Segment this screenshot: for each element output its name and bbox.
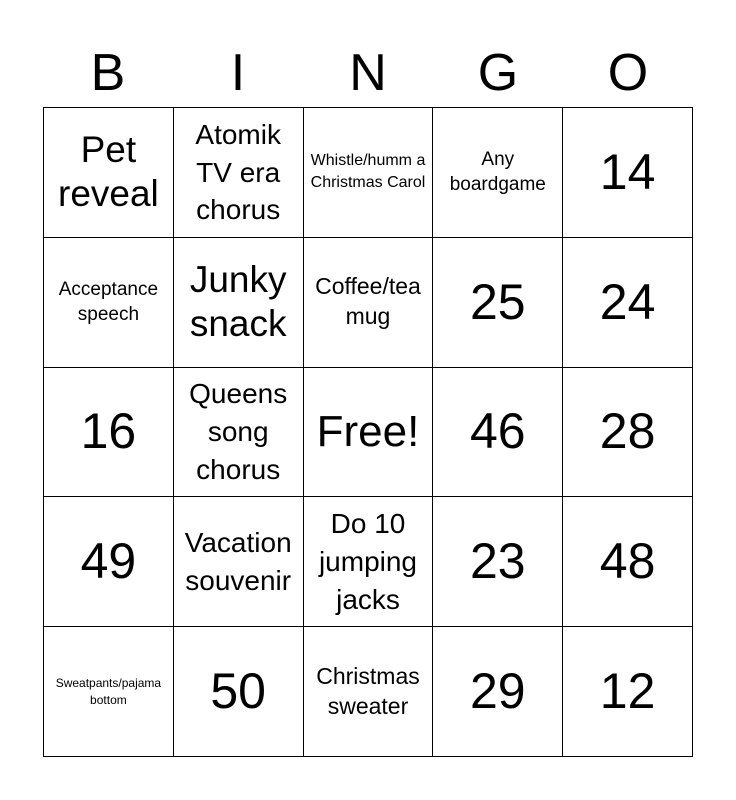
bingo-cell[interactable] <box>304 497 434 627</box>
bingo-cell[interactable] <box>174 497 304 627</box>
bingo-cell[interactable] <box>433 108 563 238</box>
header-letter-i: I <box>230 44 246 102</box>
cell-text: Whistle/humm a Christmas Carol <box>310 152 426 192</box>
bingo-cell[interactable] <box>563 497 693 627</box>
bingo-cell[interactable] <box>304 627 434 757</box>
bingo-cell[interactable] <box>174 238 304 368</box>
bingo-grid <box>43 107 693 757</box>
bingo-cell[interactable] <box>44 238 174 368</box>
bingo-cell[interactable] <box>433 238 563 368</box>
bingo-cell[interactable] <box>433 627 563 757</box>
cell-text: 24 <box>599 273 656 330</box>
bingo-cell[interactable] <box>174 368 304 498</box>
cell-text: Junky snack <box>189 258 287 345</box>
bingo-cell[interactable] <box>563 627 693 757</box>
cell-text: Pet reveal <box>58 129 159 215</box>
bingo-cell[interactable] <box>433 368 563 498</box>
bingo-cell[interactable] <box>304 238 434 368</box>
bingo-cell[interactable] <box>44 368 174 498</box>
bingo-cell-free[interactable] <box>304 368 434 498</box>
cell-text: 29 <box>469 663 526 720</box>
free-space-text: Free! <box>316 406 420 456</box>
bingo-cell[interactable] <box>44 108 174 238</box>
bingo-header <box>43 40 693 106</box>
cell-text: Coffee/tea mug <box>315 273 421 330</box>
cell-text: 50 <box>210 663 266 720</box>
bingo-cell[interactable] <box>44 627 174 757</box>
header-letter-g: G <box>477 44 519 102</box>
cell-text: 16 <box>80 403 137 460</box>
bingo-cell[interactable] <box>304 108 434 238</box>
bingo-cell[interactable] <box>174 108 304 238</box>
cell-text: Acceptance speech <box>58 278 159 326</box>
cell-text: Any boardgame <box>449 148 546 196</box>
bingo-cell[interactable] <box>433 497 563 627</box>
cell-text: Do 10 jumping jacks <box>318 508 418 615</box>
cell-text: Sweatpants/pajama bottom <box>55 676 162 707</box>
cell-text: 12 <box>599 663 656 720</box>
cell-text: Vacation souvenir <box>184 526 292 596</box>
header-letter-n: N <box>349 44 387 102</box>
bingo-cell[interactable] <box>563 368 693 498</box>
cell-text: Queens song chorus <box>189 378 288 485</box>
cell-text: 49 <box>80 533 137 590</box>
header-letter-o: O <box>607 44 649 102</box>
cell-text: 25 <box>469 273 526 330</box>
bingo-cell[interactable] <box>44 497 174 627</box>
cell-text: 23 <box>469 533 526 590</box>
bingo-cell[interactable] <box>174 627 304 757</box>
cell-text: Atomik TV era chorus <box>195 118 281 226</box>
cell-text: 46 <box>469 403 526 460</box>
bingo-cell[interactable] <box>563 108 693 238</box>
cell-text: 28 <box>599 403 656 460</box>
header-letter-b: B <box>90 44 126 102</box>
cell-text: 14 <box>599 143 656 200</box>
cell-text: 48 <box>599 533 656 590</box>
cell-text: Christmas sweater <box>316 662 420 719</box>
bingo-cell[interactable] <box>563 238 693 368</box>
